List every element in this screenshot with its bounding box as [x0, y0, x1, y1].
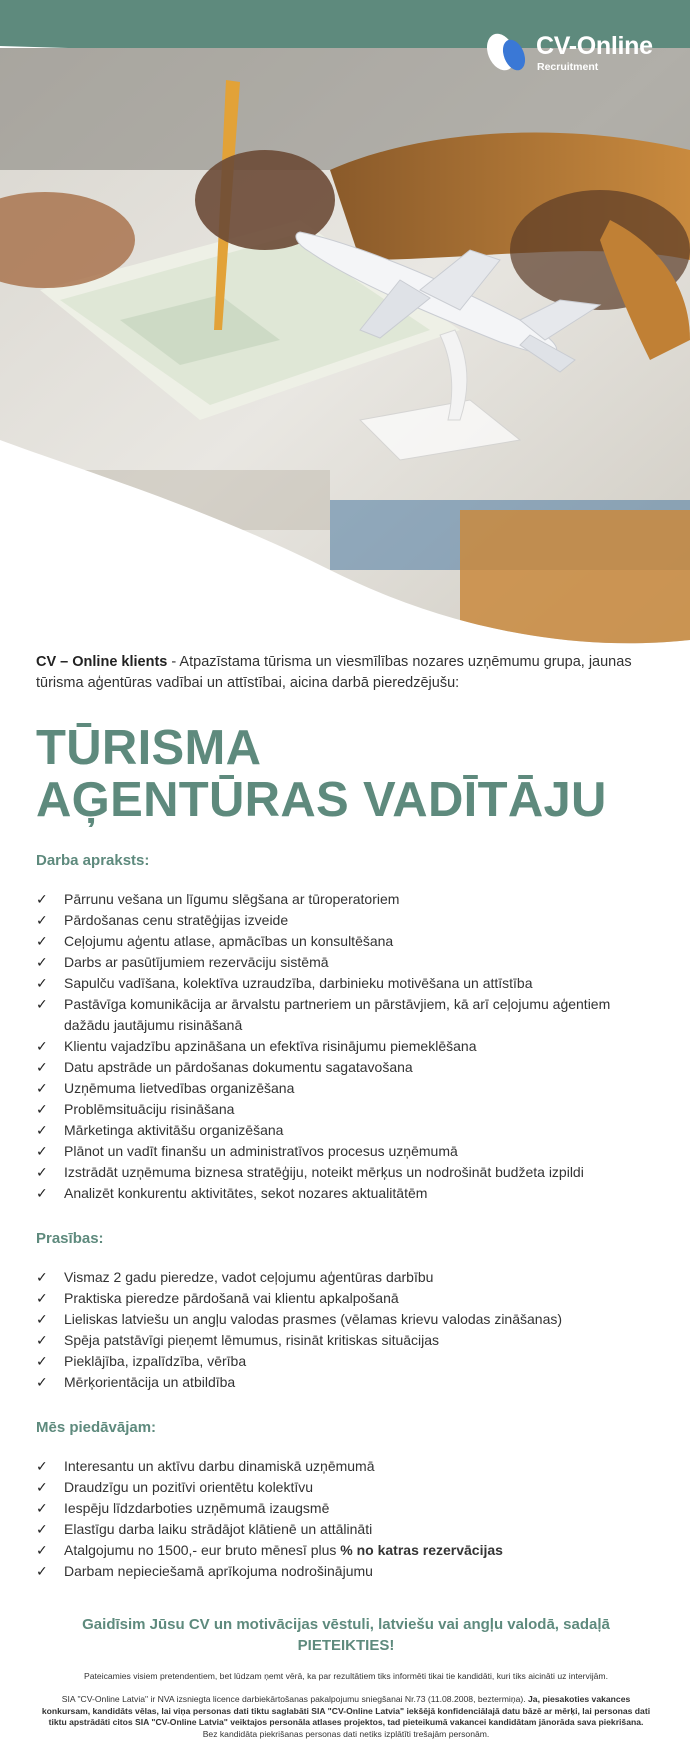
job-ad-content: [36, 652, 656, 1740]
requirement-item: [36, 1288, 656, 1309]
duty-item: [36, 910, 656, 931]
list-item-text: Pastāvīga komunikācija ar ārvalstu partneriem un pārstāvjiem, kā arī ceļojumu aģentiem dažādu jautājumu risināšanā: [64, 996, 611, 1033]
check-icon: ✓: [36, 1332, 48, 1348]
check-icon: ✓: [36, 1185, 48, 1201]
duty-item: [36, 931, 656, 952]
offer-item: [36, 1477, 656, 1498]
duty-item: [36, 1099, 656, 1120]
list-item-text: Klientu vajadzību apzināšana un efektīva risinājumu piemeklēšana: [64, 1038, 477, 1054]
offer-item-salary: [36, 1540, 656, 1561]
privacy-tail-text: Bez kandidāta piekrišanas personas dati netiks izplātīti trešajām personām.: [202, 1728, 490, 1739]
list-item-text: Interesantu un aktīvu darbu dinamiskā uzņēmumā: [64, 1458, 375, 1474]
duty-item: [36, 1162, 656, 1183]
list-item-text: Plānot un vadīt finanšu un administratīvos procesus uzņēmumā: [64, 1143, 458, 1159]
hero-photo: [0, 0, 690, 640]
list-item-text: Iespēju līdzdarboties uzņēmumā izaugsmē: [64, 1500, 330, 1516]
job-title: [36, 722, 656, 826]
salary-text: Atalgojumu no 1500,- eur bruto mēnesī plus: [64, 1542, 341, 1558]
check-icon: ✓: [36, 1059, 48, 1075]
check-icon: ✓: [36, 1374, 48, 1390]
requirement-item: [36, 1330, 656, 1351]
list-item-text: Pārdošanas cenu stratēģijas izveide: [64, 912, 289, 928]
duty-item: [36, 952, 656, 973]
logo-name: CV-Online: [536, 31, 653, 60]
list-item-text: Spēja patstāvīgi pieņemt lēmumus, risināt kritiskas situācijas: [64, 1332, 440, 1348]
list-item-text: Praktiska pieredze pārdošanā vai klientu apkalpošanā: [64, 1290, 399, 1306]
duties-list: [36, 889, 656, 1204]
offer-list: [36, 1456, 656, 1582]
check-icon: ✓: [36, 1353, 48, 1369]
requirement-item: [36, 1351, 656, 1372]
check-icon: ✓: [36, 1080, 48, 1096]
requirements-list: [36, 1267, 656, 1393]
check-icon: ✓: [36, 1122, 48, 1138]
check-icon: ✓: [36, 1521, 48, 1537]
check-icon: ✓: [36, 1458, 48, 1474]
hero-banner: [0, 0, 690, 640]
check-icon: ✓: [36, 954, 48, 970]
check-icon: ✓: [36, 1164, 48, 1180]
salary-bonus-text: % no katras rezervācijas: [340, 1542, 503, 1558]
duty-item: [36, 973, 656, 994]
list-item-text: Sapulču vadīšana, kolektīva uzraudzība, darbinieku motivēšana un attīstība: [64, 975, 533, 991]
duties-heading: Darba apraksts:: [36, 852, 150, 869]
offer-item: [36, 1519, 656, 1540]
offer-item: [36, 1561, 656, 1582]
duty-item: [36, 1141, 656, 1162]
list-item-text: Elastīgu darba laiku strādājot klātienē un attālināti: [64, 1521, 373, 1537]
list-item-text: Darbs ar pasūtījumiem rezervāciju sistēmā: [64, 954, 329, 970]
check-icon: ✓: [36, 1038, 48, 1054]
duty-item: [36, 1036, 656, 1057]
list-item-text: Datu apstrāde un pārdošanas dokumentu sagatavošana: [64, 1059, 413, 1075]
list-item-text: Lieliskas latviešu un angļu valodas prasmes (vēlamas krievu valodas zināšanas): [64, 1311, 563, 1327]
list-item-text: Pārrunu vešana un līgumu slēgšana ar tūroperatoriem: [64, 891, 400, 907]
apply-call-to-action: Gaidīsim Jūsu CV un motivācijas vēstuli, latviešu vai angļu valodā, sadaļā PIETEIKTIES!: [82, 1616, 610, 1654]
check-icon: ✓: [36, 912, 48, 928]
license-privacy-notice: [36, 1694, 656, 1740]
check-icon: ✓: [36, 1479, 48, 1495]
check-icon: ✓: [36, 933, 48, 949]
privacy-consent-text: Ja, piesakoties vakances konkursam, kandidāts vēlas, lai viņa personas dati tiktu saglabāti SIA "CV-Online Latvia" iekšējā konfidenciālajā datu bāzē ar mērķi, lai personas dati tiktu apstrādāti citos SIA "CV-Online Latvia" veiktajos personāla atlases projektos, tad pieteikumā vakancei kandidātam jānorāda sava piekrišana.: [41, 1694, 651, 1727]
offer-item: [36, 1456, 656, 1477]
list-item-text: Ceļojumu aģentu atlase, apmācības un konsultēšana: [64, 933, 394, 949]
check-icon: ✓: [36, 1143, 48, 1159]
list-item-text: Problēmsituāciju risināšana: [64, 1101, 235, 1117]
list-item-text: Uzņēmuma lietvedības organizēšana: [64, 1080, 295, 1096]
offer-item: [36, 1498, 656, 1519]
job-title-line-2: AĢENTŪRAS VADĪTĀJU: [36, 773, 607, 827]
duty-item: [36, 1120, 656, 1141]
candidate-notice: Pateicamies visiem pretendentiem, bet lūdzam ņemt vērā, ka par rezultātiem tiks informēti tikai tie kandidāti, kuri tiks aicināti uz intervijām.: [84, 1671, 608, 1681]
list-item-text: Draudzīgu un pozitīvi orientētu kolektīvu: [64, 1479, 314, 1495]
intro-text: - Atpazīstama tūrisma un viesmīlības nozares uzņēmumu grupa, jaunas tūrisma aģentūras vadībai un attīstībai, aicina darbā pieredzējušu:: [36, 654, 632, 691]
check-icon: ✓: [36, 975, 48, 991]
list-item-text: Izstrādāt uzņēmuma biznesa stratēģiju, noteikt mērķus un nodrošināt budžeta izpildi: [64, 1164, 584, 1180]
list-item-text: Mārketinga aktivitāšu organizēšana: [64, 1122, 284, 1138]
intro-lead: CV – Online klients: [36, 654, 168, 670]
job-title-line-1: TŪRISMA: [36, 721, 262, 775]
check-icon: ✓: [36, 891, 48, 907]
check-icon: ✓: [36, 1500, 48, 1516]
requirement-item: [36, 1267, 656, 1288]
list-item-text: Vismaz 2 gadu pieredze, vadot ceļojumu aģentūras darbību: [64, 1269, 434, 1285]
list-item-text: Mērķorientācija un atbildība: [64, 1374, 236, 1390]
duty-item: [36, 1078, 656, 1099]
check-icon: ✓: [36, 1269, 48, 1285]
check-icon: ✓: [36, 1311, 48, 1327]
license-text: SIA "CV-Online Latvia" ir NVA izsniegta licence darbiekārtošanas pakalpojumu sniegšanai Nr.73 (11.08.2008, beztermiņa).: [61, 1694, 529, 1704]
list-item-text: Analizēt konkurentu aktivitātes, sekot nozares aktualitātēm: [64, 1185, 428, 1201]
offer-heading: Mēs piedāvājam:: [36, 1419, 157, 1436]
duty-item: [36, 889, 656, 910]
cv-online-logo: [486, 28, 653, 78]
check-icon: ✓: [36, 1290, 48, 1306]
intro-paragraph: [36, 652, 656, 694]
requirement-item: [36, 1309, 656, 1330]
check-icon: ✓: [36, 1542, 48, 1558]
check-icon: ✓: [36, 1101, 48, 1117]
duty-item: [36, 1057, 656, 1078]
list-item-text: Pieklājība, izpalīdzība, vērība: [64, 1353, 247, 1369]
logo-subtitle: Recruitment: [537, 60, 599, 73]
cv-online-logo-icon: [486, 31, 530, 75]
check-icon: ✓: [36, 996, 48, 1012]
list-item-text: Darbam nepieciešamā aprīkojuma nodrošinājumu: [64, 1563, 373, 1579]
duty-item: [36, 994, 656, 1036]
requirement-item: [36, 1372, 656, 1393]
check-icon: ✓: [36, 1563, 48, 1579]
duty-item: [36, 1183, 656, 1204]
requirements-heading: Prasības:: [36, 1230, 104, 1247]
